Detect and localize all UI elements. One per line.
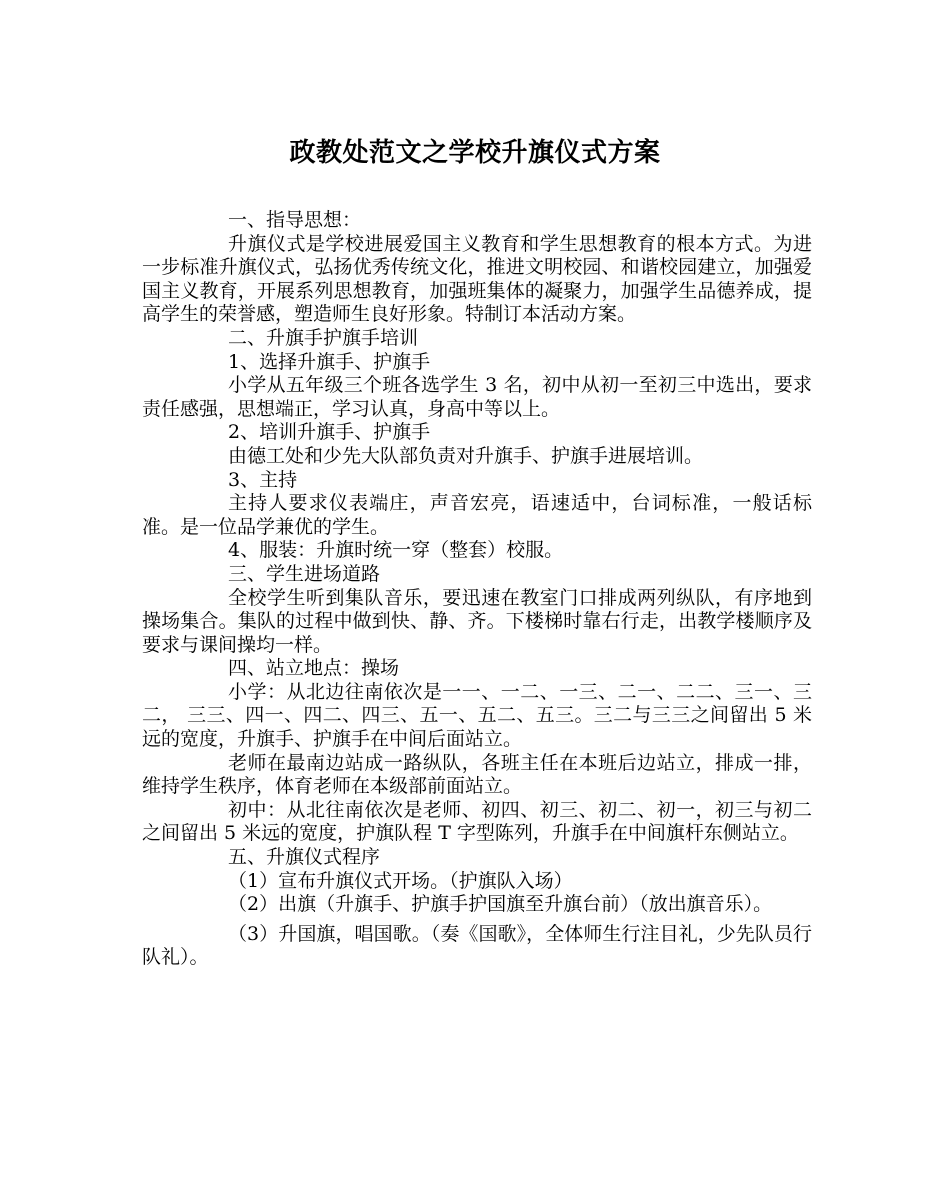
paragraph-junior-layout: 初中：从北往南依次是老师、初四、初三、初二、初一，初三与初二之间留出 5 米远的宽度，护旗队程 T 字型陈列，升旗手在中间旗杆东侧站立。 bbox=[142, 798, 812, 845]
paragraph-host: 主持人要求仪表端庄，声音宏亮，语速适中，台词标准，一般话标准。是一位品学兼优的学生。 bbox=[142, 492, 812, 538]
paragraph-train-bearers: 由德工处和少先大队部负责对升旗手、护旗手进展培训。 bbox=[228, 444, 704, 467]
subheading-select-bearers: 1、选择升旗手、护旗手 bbox=[228, 350, 431, 373]
subheading-train-bearers: 2、培训升旗手、护旗手 bbox=[228, 421, 431, 444]
procedure-step-2: （2）出旗（升旗手、护旗手护国旗至升旗台前）（放出旗音乐）。 bbox=[228, 893, 773, 916]
section-heading-guiding-ideology: 一、指导思想： bbox=[228, 209, 362, 231]
section-heading-flag-bearer-training: 二、升旗手护旗手培训 bbox=[228, 326, 419, 349]
paragraph-uniform: 4、服装：升旗时统一穿（整套）校服。 bbox=[228, 539, 564, 562]
section-heading-standing-location: 四、站立地点：操场 bbox=[228, 657, 400, 680]
paragraph-primary-layout: 小学：从北边往南依次是一一、一二、一三、二一、二二、三一、三二， 三三、四一、四二、四三、五一、五二、五三。三二与三三之间留出 5 米远的宽度，升旗手、护旗手在中间后面站立。 bbox=[142, 680, 812, 751]
document-body bbox=[142, 209, 812, 970]
section-heading-entry-route: 三、学生进场道路 bbox=[228, 562, 381, 585]
section-heading-ceremony-procedure: 五、升旗仪式程序 bbox=[228, 846, 381, 869]
subheading-host: 3、主持 bbox=[228, 468, 298, 491]
paragraph-select-bearers: 小学从五年级三个班各选学生 3 名，初中从初一至初三中选出，要求责任感强，思想端正，学习认真，身高中等以上。 bbox=[142, 374, 812, 420]
paragraph-purpose: 升旗仪式是学校进展爱国主义教育和学生思想教育的根本方式。为进一步标准升旗仪式，弘扬优秀传统文化，推进文明校园、和谐校园建立，加强爱国主义教育，开展系列思想教育，加强班集体的凝聚力，加强学生品德养成，提高学生的荣誉感，塑造师生良好形象。特制订本活动方案。 bbox=[142, 232, 812, 326]
paragraph-teacher-layout: 老师在最南边站成一路纵队，各班主任在本班后边站立，排成一排，维持学生秩序，体育老师在本级部前面站立。 bbox=[142, 751, 812, 798]
procedure-step-1: （1）宣布升旗仪式开场。（护旗队入场） bbox=[228, 869, 573, 892]
document-title: 政教处范文之学校升旗仪式方案 bbox=[289, 138, 661, 168]
procedure-step-3: （3）升国旗，唱国歌。（奏《国歌》，全体师生行注目礼，少先队员行队礼）。 bbox=[142, 922, 812, 969]
paragraph-entry-route: 全校学生听到集队音乐，要迅速在教室门口排成两列纵队，有序地到操场集合。集队的过程中做到快、静、齐。下楼梯时靠右行走，出教学楼顺序及要求与课间操均一样。 bbox=[142, 586, 812, 656]
